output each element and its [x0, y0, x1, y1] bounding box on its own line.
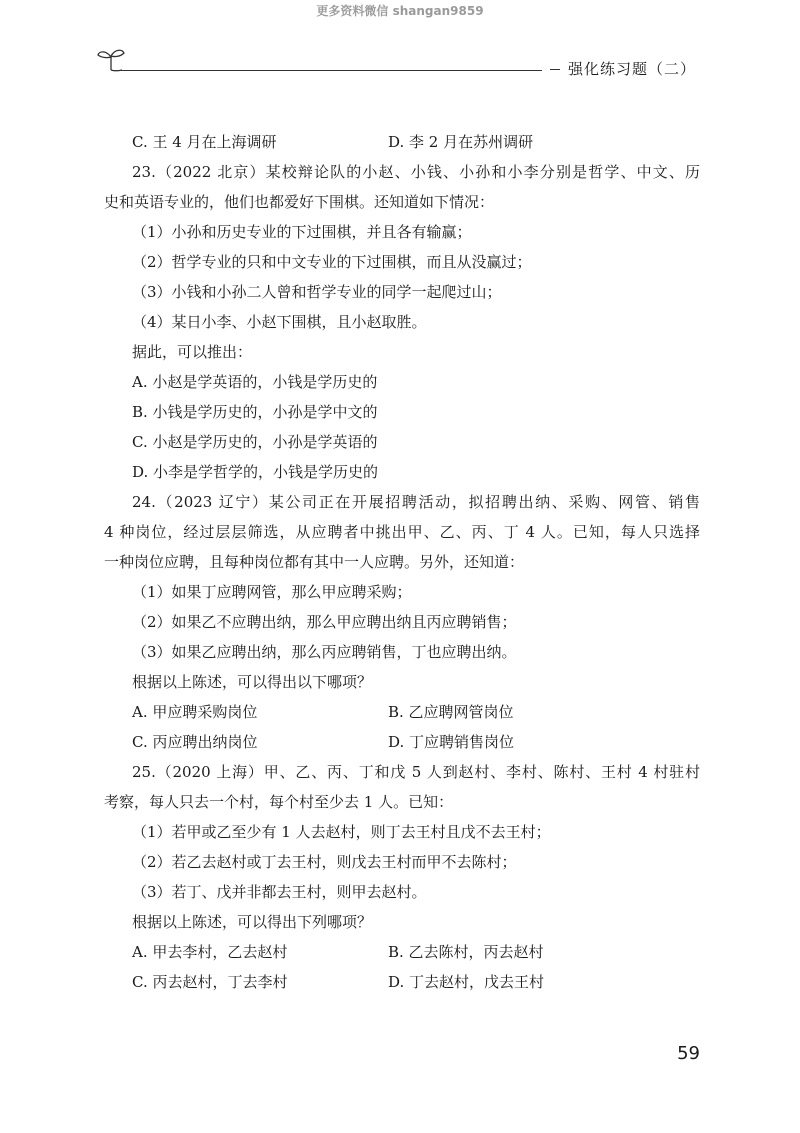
- option-a: A. 小赵是学英语的，小钱是学历史的: [132, 373, 378, 391]
- question-prompt: 根据以上陈述，可以得出下列哪项？: [132, 913, 373, 931]
- condition-1: （1）若甲或乙至少有 1 人去赵村，则丁去王村且戊不去王村；: [132, 823, 551, 841]
- condition-3: （3）若丁、戊并非都去王村，则甲去赵村。: [132, 883, 427, 901]
- option-d: D. 李 2 月在苏州调研: [388, 133, 534, 151]
- question-stem-line: 考察，每人只去一个村，每个村至少去 1 人。已知：: [104, 793, 454, 811]
- question-stem-line: 24.（2023 辽宁）某公司正在开展招聘活动，拟招聘出纳、采购、网管、销售: [132, 493, 700, 511]
- question-stem-line: 23.（2022 北京）某校辩论队的小赵、小钱、小孙和小李分别是哲学、中文、历: [132, 163, 700, 181]
- option-c: C. 小赵是学历史的，小孙是学英语的: [132, 433, 378, 451]
- header-dash: [550, 69, 560, 70]
- options-row: [104, 937, 700, 967]
- section-title: 强化练习题（二）: [568, 60, 697, 78]
- option-a: A. 甲应聘采购岗位: [132, 703, 258, 721]
- option-a: A. 甲去李村，乙去赵村: [132, 943, 288, 961]
- question-23: [104, 157, 700, 487]
- options-row: [104, 727, 700, 757]
- question-prompt: 据此，可以推出：: [132, 343, 253, 361]
- question-24: [104, 487, 700, 757]
- options-row: [104, 967, 700, 997]
- condition-4: （4）某日小李、小赵下围棋，且小赵取胜。: [132, 313, 427, 331]
- option-d: D. 小李是学哲学的，小钱是学历史的: [132, 463, 379, 481]
- page-content: [104, 127, 700, 997]
- option-d: D. 丁去赵村，戊去王村: [388, 973, 545, 991]
- header-rule: [112, 70, 542, 71]
- question-stem-line: 史和英语专业的，他们也都爱好下围棋。还知道如下情况：: [104, 193, 495, 211]
- option-c: C. 王 4 月在上海调研: [132, 133, 277, 151]
- condition-1: （1）小孙和历史专业的下过围棋，并且各有输赢；: [132, 223, 472, 241]
- question-stem-line: 4 种岗位，经过层层筛选，从应聘者中挑出甲、乙、丙、丁 4 人。已知，每人只选择: [104, 523, 700, 541]
- option-c: C. 丙去赵村，丁去李村: [132, 973, 288, 991]
- condition-3: （3）小钱和小孙二人曾和哲学专业的同学一起爬过山；: [132, 283, 502, 301]
- condition-2: （2）若乙去赵村或丁去王村，则戊去王村而甲不去陈村；: [132, 853, 517, 871]
- option-b: B. 乙去陈村，丙去赵村: [388, 943, 544, 961]
- option-b: B. 乙应聘网管岗位: [388, 703, 514, 721]
- question-25: [104, 757, 700, 997]
- condition-2: （2）哲学专业的只和中文专业的下过围棋，而且从没赢过；: [132, 253, 532, 271]
- page-number: 59: [677, 1043, 700, 1064]
- question-stem-line: 25.（2020 上海）甲、乙、丙、丁和戊 5 人到赵村、李村、陈村、王村 4 村驻村: [132, 763, 700, 781]
- condition-3: （3）如果乙应聘出纳，那么丙应聘销售，丁也应聘出纳。: [132, 643, 517, 661]
- prev-options-row: [104, 127, 700, 157]
- condition-2: （2）如果乙不应聘出纳，那么甲应聘出纳且丙应聘销售；: [132, 613, 517, 631]
- question-stem-line: 一种岗位应聘，且每种岗位都有其中一人应聘。另外，还知道：: [104, 553, 525, 571]
- watermark: 更多资料微信 shangan9859: [316, 4, 484, 18]
- question-prompt: 根据以上陈述，可以得出以下哪项？: [132, 673, 373, 691]
- condition-1: （1）如果丁应聘网管，那么甲应聘采购；: [132, 583, 412, 601]
- options-row: [104, 697, 700, 727]
- option-b: B. 小钱是学历史的，小孙是学中文的: [132, 403, 378, 421]
- option-d: D. 丁应聘销售岗位: [388, 733, 515, 751]
- option-c: C. 丙应聘出纳岗位: [132, 733, 258, 751]
